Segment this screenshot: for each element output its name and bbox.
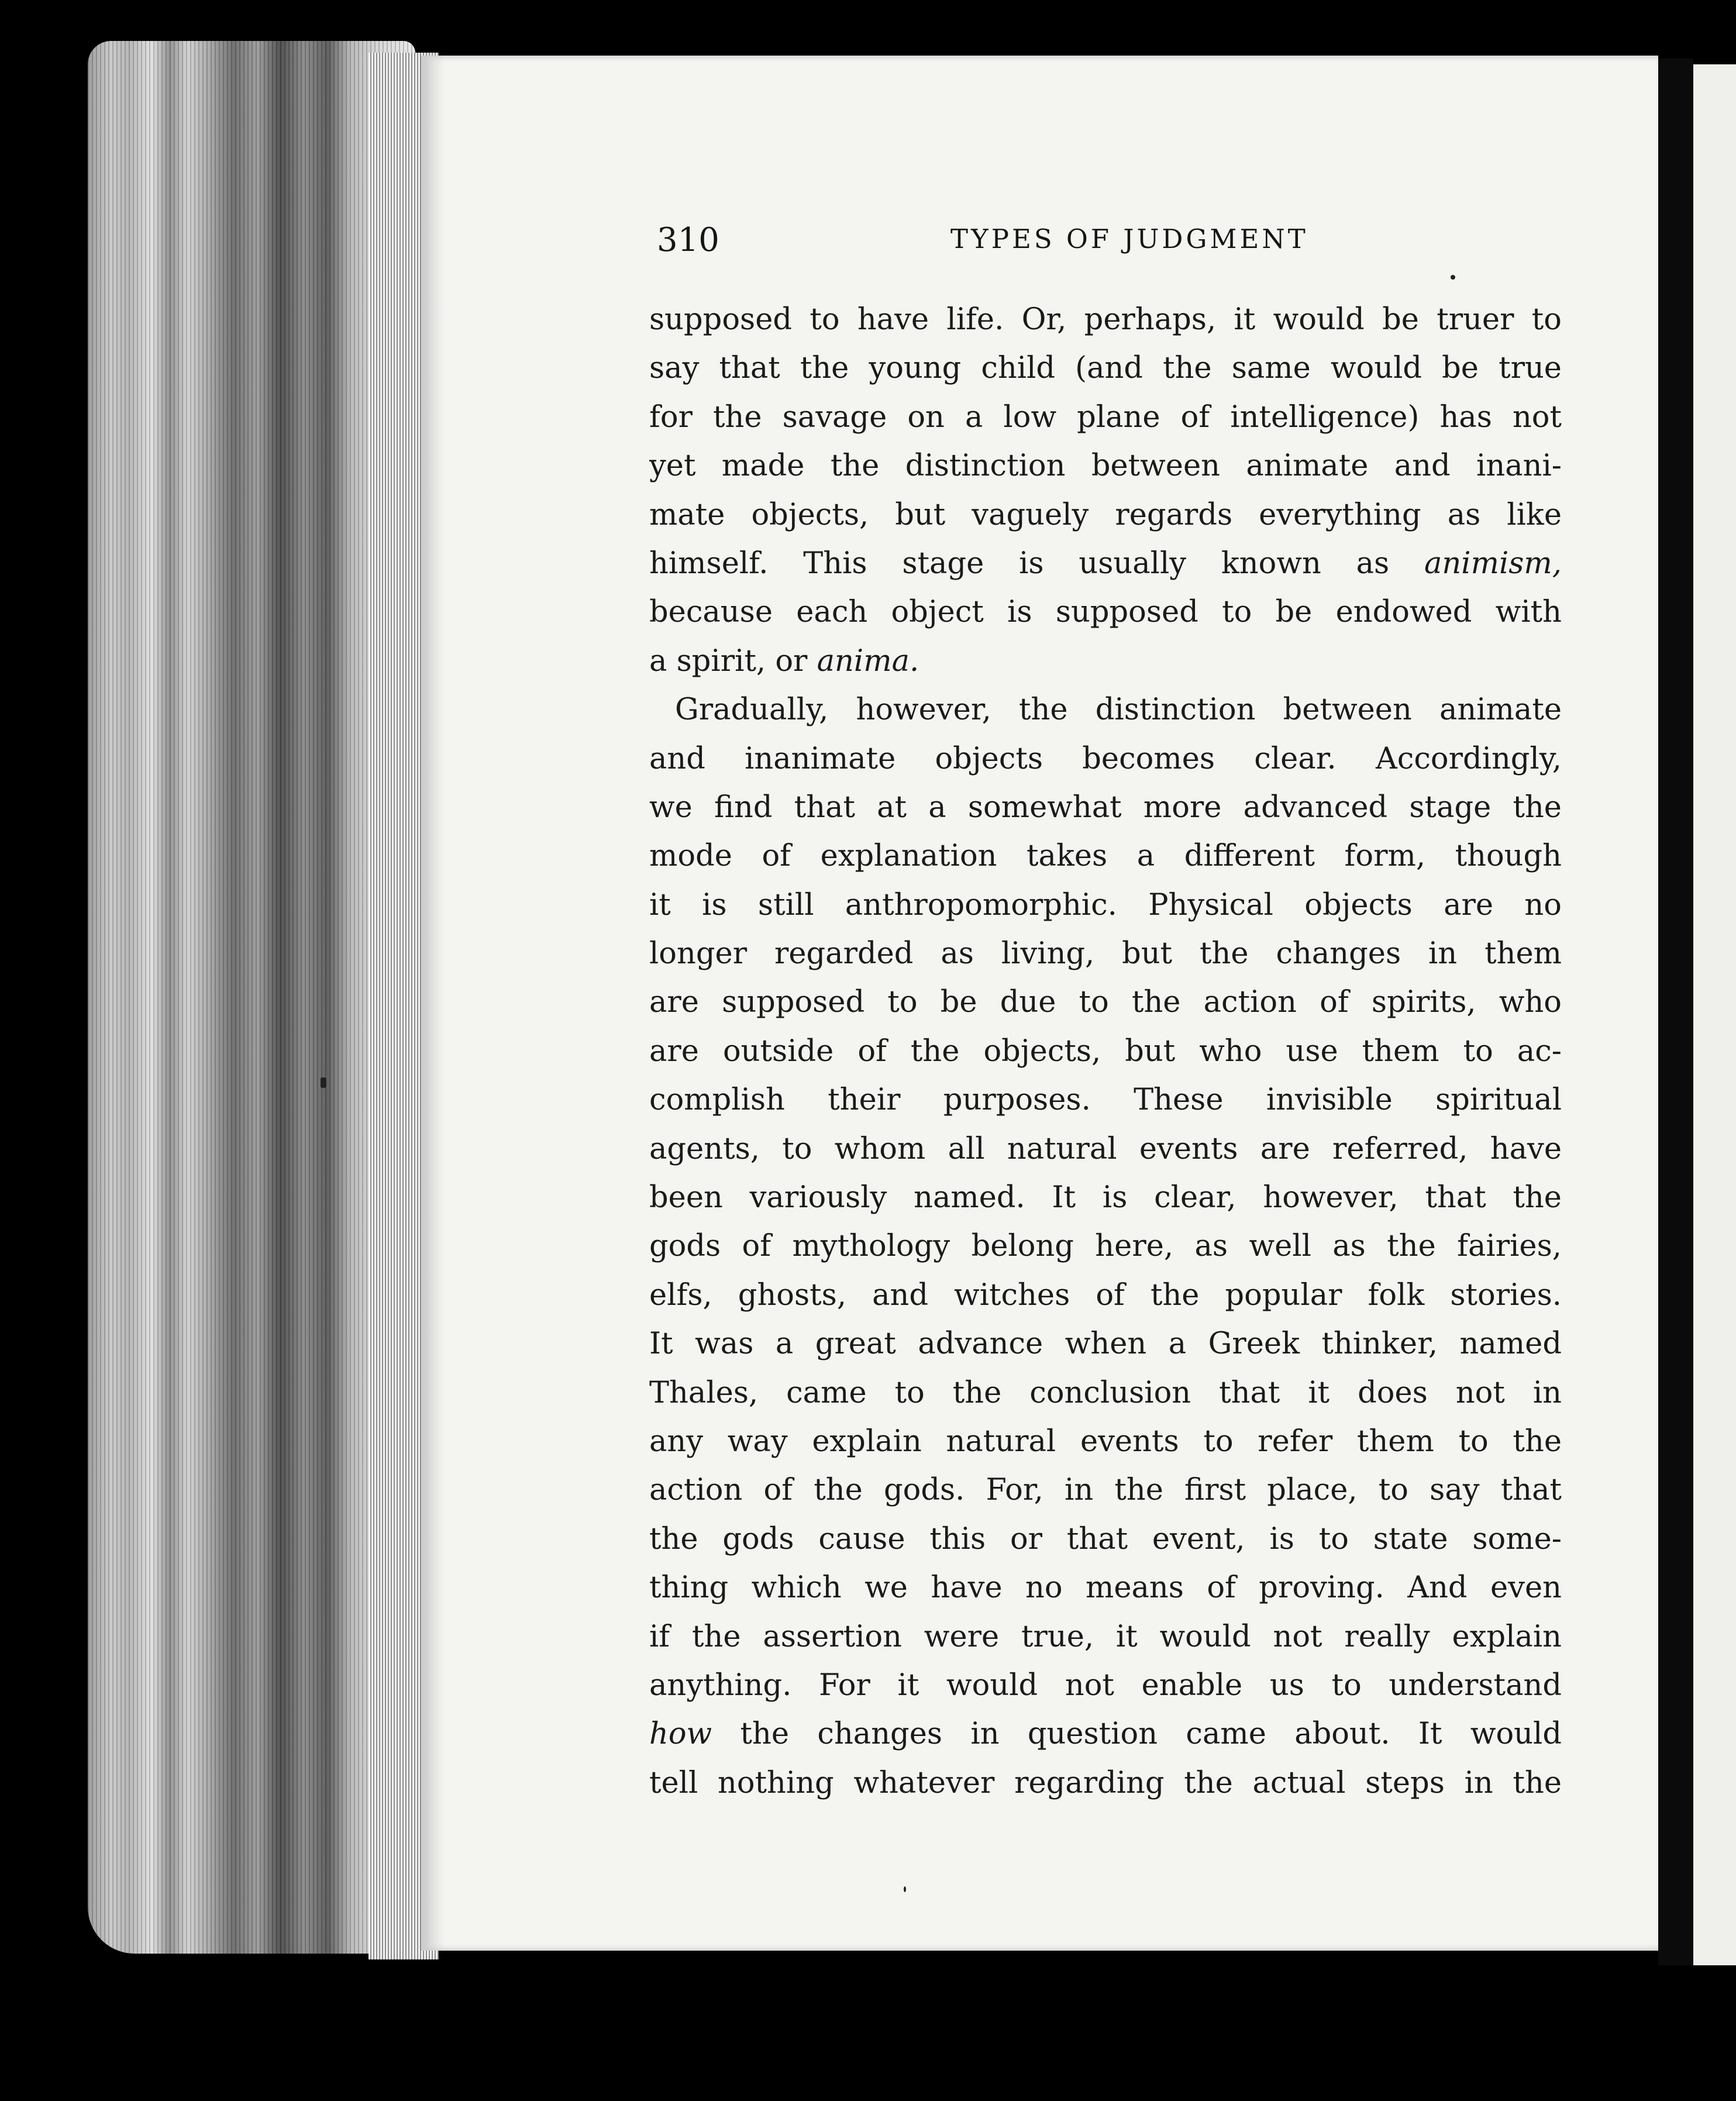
text-line xyxy=(649,1027,1562,1076)
text-line xyxy=(649,1515,1562,1563)
text-segment: mode of explanation takes a different form, though xyxy=(649,839,1562,874)
text-line xyxy=(649,735,1562,783)
text-segment: the changes in question came about. It would xyxy=(712,1717,1562,1752)
ink-speck xyxy=(904,1886,906,1892)
page-number: 310 xyxy=(657,221,719,259)
text-segment: been variously named. It is clear, however, that the xyxy=(649,1180,1562,1215)
text-segment: because each object is supposed to be endowed with xyxy=(649,595,1562,630)
text-line xyxy=(649,1125,1562,1173)
text-segment: any way explain natural events to refer them to the xyxy=(649,1424,1562,1459)
text-segment: Gradually, however, the distinction between animate xyxy=(675,693,1562,728)
text-line xyxy=(649,1173,1562,1222)
text-segment: gods of mythology belong here, as well as the fairies, xyxy=(649,1229,1562,1264)
text-line xyxy=(649,637,1562,686)
text-line xyxy=(649,1417,1562,1466)
text-segment: agents, to whom all natural events are referred, have xyxy=(649,1131,1562,1166)
text-line xyxy=(649,881,1562,929)
text-line xyxy=(649,1076,1562,1124)
text-line xyxy=(649,295,1562,344)
text-segment: say that the young child (and the same would be true xyxy=(649,351,1562,386)
text-line xyxy=(649,491,1562,539)
text-line xyxy=(649,1320,1562,1368)
text-line xyxy=(649,393,1562,442)
text-segment: It was a great advance when a Greek thinker, named xyxy=(649,1327,1562,1362)
text-segment: tell nothing whatever regarding the actual steps in the xyxy=(649,1765,1562,1800)
text-segment: supposed to have life. Or, perhaps, it would be truer to xyxy=(649,302,1562,337)
text-line xyxy=(649,539,1562,588)
text-segment: are supposed to be due to the action of spirits, who xyxy=(649,985,1562,1020)
facing-page-edge xyxy=(1693,64,1736,1965)
ink-speck xyxy=(1451,275,1455,280)
text-line xyxy=(649,1613,1562,1661)
italic-text: how xyxy=(649,1717,712,1752)
text-line xyxy=(649,1466,1562,1514)
text-segment: thing which we have no means of proving. And even xyxy=(649,1570,1562,1606)
text-segment: a spirit, or xyxy=(649,643,817,678)
text-segment: we find that at a somewhat more advanced stage the xyxy=(649,790,1562,825)
text-line xyxy=(649,588,1562,636)
text-segment: the gods cause this or that event, is to state some- xyxy=(649,1521,1562,1556)
text-segment: himself. This stage is usually known as xyxy=(649,546,1425,581)
text-segment: mate objects, but vaguely regards everything as like xyxy=(649,497,1562,532)
text-line xyxy=(649,1369,1562,1417)
text-segment: are outside of the objects, but who use them to ac- xyxy=(649,1034,1562,1069)
text-segment: if the assertion were true, it would not really explain xyxy=(649,1619,1562,1654)
text-line xyxy=(649,1222,1562,1270)
page-stack-fore-edge xyxy=(88,41,415,1954)
running-head: TYPES OF JUDGMENT xyxy=(950,223,1308,254)
text-segment: longer regarded as living, but the changes in them xyxy=(649,936,1562,972)
text-segment: and inanimate objects becomes clear. Accordingly, xyxy=(649,741,1562,776)
text-segment: yet made the distinction between animate and inani- xyxy=(649,449,1562,484)
text-line xyxy=(649,783,1562,832)
text-segment: it is still anthropomorphic. Physical objects are no xyxy=(649,887,1562,922)
body-text xyxy=(649,295,1562,1807)
text-segment: anything. For it would not enable us to understand xyxy=(649,1668,1562,1703)
text-line xyxy=(649,344,1562,392)
text-segment: complish their purposes. These invisible spiritual xyxy=(649,1083,1562,1118)
ink-speck xyxy=(321,1077,326,1088)
italic-text: animism, xyxy=(1424,546,1562,581)
text-line xyxy=(649,1271,1562,1320)
text-line xyxy=(649,1661,1562,1710)
italic-text: anima. xyxy=(817,643,919,678)
text-segment: Thales, came to the conclusion that it does not in xyxy=(649,1375,1562,1410)
text-line xyxy=(649,1759,1562,1807)
text-line xyxy=(649,929,1562,978)
book-gutter xyxy=(1658,58,1693,1965)
text-line xyxy=(649,1710,1562,1758)
text-segment: action of the gods. For, in the first place, to say that xyxy=(649,1473,1562,1508)
text-line xyxy=(649,978,1562,1027)
text-line xyxy=(649,832,1562,880)
text-segment: for the savage on a low plane of intelligence) has not xyxy=(649,399,1562,435)
text-line xyxy=(649,686,1562,734)
text-line xyxy=(649,1563,1562,1612)
text-segment: elfs, ghosts, and witches of the popular folk stories. xyxy=(649,1277,1562,1313)
text-line xyxy=(649,442,1562,490)
